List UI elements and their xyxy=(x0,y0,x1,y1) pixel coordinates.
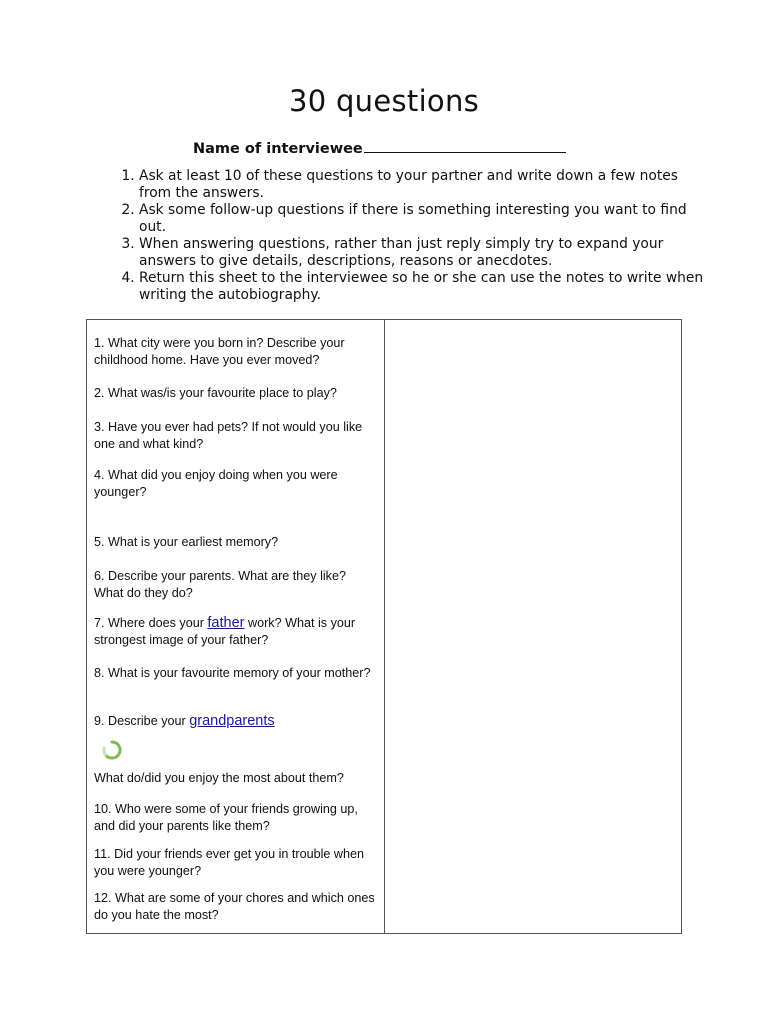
grandparents-link[interactable]: grandparents xyxy=(189,713,275,729)
notes-column xyxy=(385,320,681,933)
question-item xyxy=(94,615,378,648)
instruction-item: 4. Return this sheet to the interviewee so he or she can use the notes to write when writing the autobiography. xyxy=(139,270,709,304)
question-text: work? What is your strongest image of your father? xyxy=(94,616,356,647)
interviewee-name-line xyxy=(193,138,566,157)
question-item: 8. What is your favourite memory of your mother? xyxy=(94,666,371,680)
question-item xyxy=(94,713,378,730)
instructions-list xyxy=(113,168,709,304)
question-item: 1. What city were you born in? Describe your childhood home. Have you ever moved? xyxy=(94,336,345,367)
question-item: 10. Who were some of your friends growing up, and did your parents like them? xyxy=(94,802,358,833)
instruction-item: 2. Ask some follow-up questions if there is something interesting you want to find out. xyxy=(139,202,709,236)
question-item: 2. What was/is your favourite place to play? xyxy=(94,386,337,400)
question-item: 4. What did you enjoy doing when you were younger? xyxy=(94,468,338,499)
instruction-item: 1. Ask at least 10 of these questions to your partner and write down a few notes from the answers. xyxy=(139,168,709,202)
father-link[interactable]: father xyxy=(207,615,245,631)
question-item: 3. Have you ever had pets? If not would you like one and what kind? xyxy=(94,420,363,451)
question-text: 9. Describe your xyxy=(94,714,190,728)
interviewee-name-blank xyxy=(364,138,566,153)
question-item: 5. What is your earliest memory? xyxy=(94,535,279,549)
question-item: What do/did you enjoy the most about them? xyxy=(94,771,344,785)
question-item: 6. Describe your parents. What are they like? What do they do? xyxy=(94,569,346,600)
question-text: 7. Where does your xyxy=(94,616,208,630)
question-item: 12. What are some of your chores and which ones do you hate the most? xyxy=(94,891,375,922)
page-title: 30 questions xyxy=(288,84,480,118)
questions-table xyxy=(86,319,682,934)
instruction-item: 3. When answering questions, rather than just reply simply try to expand your answers to give details, descriptions, reasons or anecdotes. xyxy=(139,236,709,270)
interviewee-name-label: Name of interviewee xyxy=(193,141,363,157)
loading-spinner-icon xyxy=(102,740,122,760)
question-item: 11. Did your friends ever get you in trouble when you were younger? xyxy=(94,847,364,878)
